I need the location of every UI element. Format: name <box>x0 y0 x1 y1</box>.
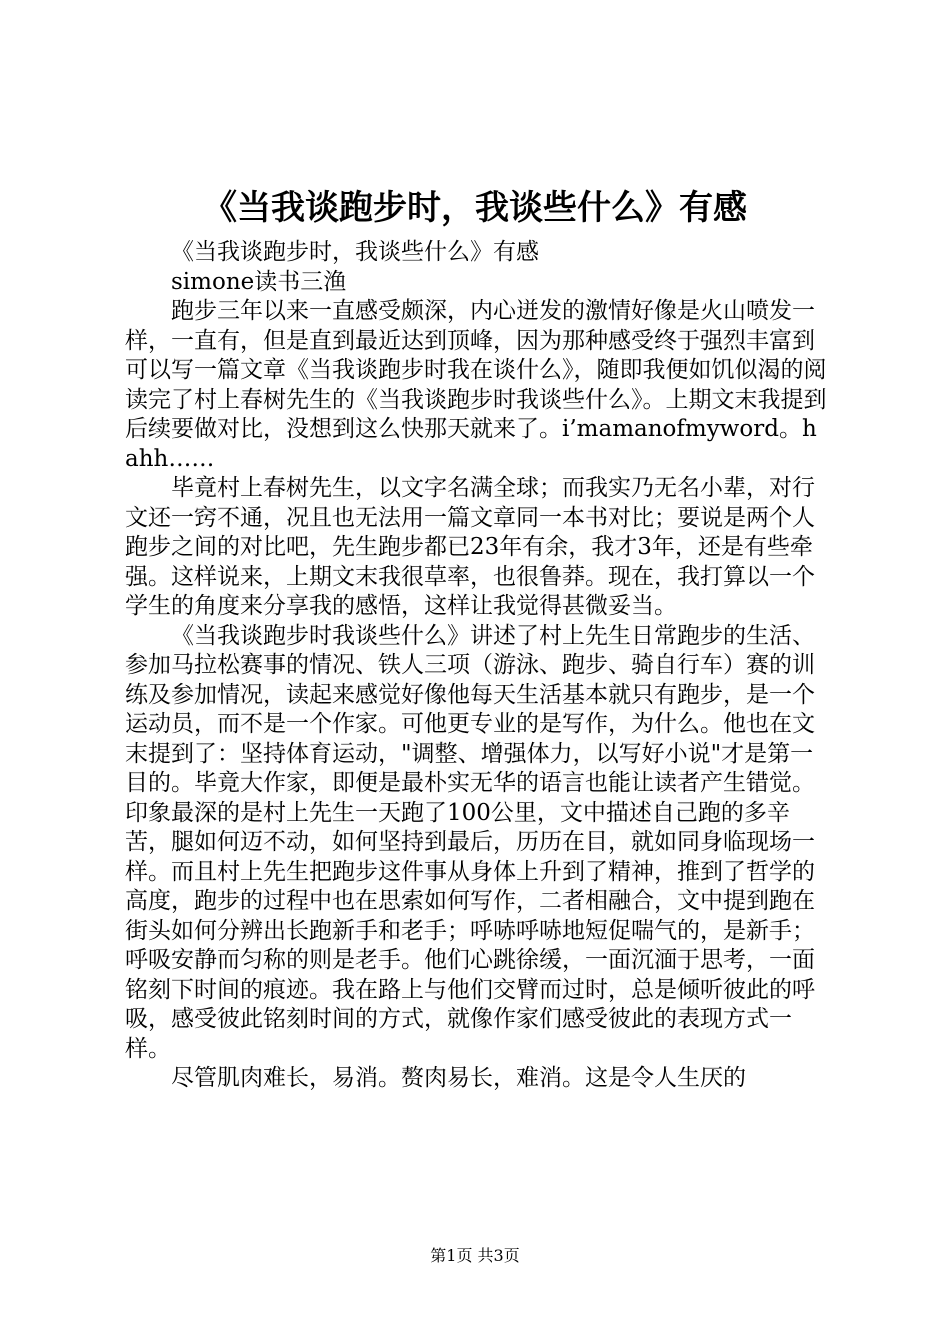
paragraph: 《当我谈跑步时我谈些什么》讲述了村上先生日常跑步的生活、参加马拉松赛事的情况、铁人三项（游泳、跑步、骑自行车）赛的训练及参加情况，读起来感觉好像他每天生活基本就只有跑步，是一个运动员，而不是一个作家。可他更专业的是写作，为什么。他也在文末提到了：坚持体育运动，"调整、增强体力，以写好小说"才是第一目的。毕竟大作家，即便是最朴实无华的语言也能让读者产生错觉。印象最深的是村上先生一天跑了100公里，文中描述自己跑的多辛苦，腿如何迈不动，如何坚持到最后，历历在目，就如同身临现场一样。而且村上先生把跑步这件事从身体上升到了精神，推到了哲学的高度，跑步的过程中也在思索如何写作，二者相融合，文中提到跑在街头如何分辨出长跑新手和老手；呼哧呼哧地短促喘气的，是新手；呼吸安静而匀称的则是老手。他们心跳徐缓，一面沉湎于思考，一面铭刻下时间的痕迹。我在路上与他们交臂而过时，总是倾听彼此的呼吸，感受彼此铭刻时间的方式，就像作家们感受彼此的表现方式一样。 <box>125 622 815 1062</box>
paragraph: 毕竟村上春树先生，以文字名满全球；而我实乃无名小辈，对行文还一窍不通，况且也无法用一篇文章同一本书对比；要说是两个人跑步之间的对比吧，先生跑步都已23年有余，我才3年，还是有些牵强。这样说来，上期文末我很草率，也很鲁莽。现在，我打算以一个学生的角度来分享我的感悟，这样让我觉得甚微妥当。 <box>125 475 815 619</box>
document-body <box>125 238 830 1094</box>
author-line: simone读书三渔 <box>171 268 347 295</box>
paragraph: 跑步三年以来一直感受颇深，内心迸发的激情好像是火山喷发一样，一直有，但是直到最近达到顶峰，因为那种感受终于强烈丰富到可以写一篇文章《当我谈跑步时我在谈什么》，随即我便如饥似渴的阅读完了村上春树先生的《当我谈跑步时我谈些什么》。上期文末我提到后续要做对比，没想到这么快那天就来了。i’mamanofmyword。hahh…… <box>125 298 827 472</box>
page-footer: 第1页 共3页 <box>430 1246 520 1265</box>
subtitle-line: 《当我谈跑步时，我谈些什么》有感 <box>171 239 539 265</box>
paragraph: 尽管肌肉难长，易消。赘肉易长，难消。这是令人生厌的 <box>171 1065 746 1091</box>
document-title: 《当我谈跑步时，我谈些什么》有感 <box>203 188 747 228</box>
